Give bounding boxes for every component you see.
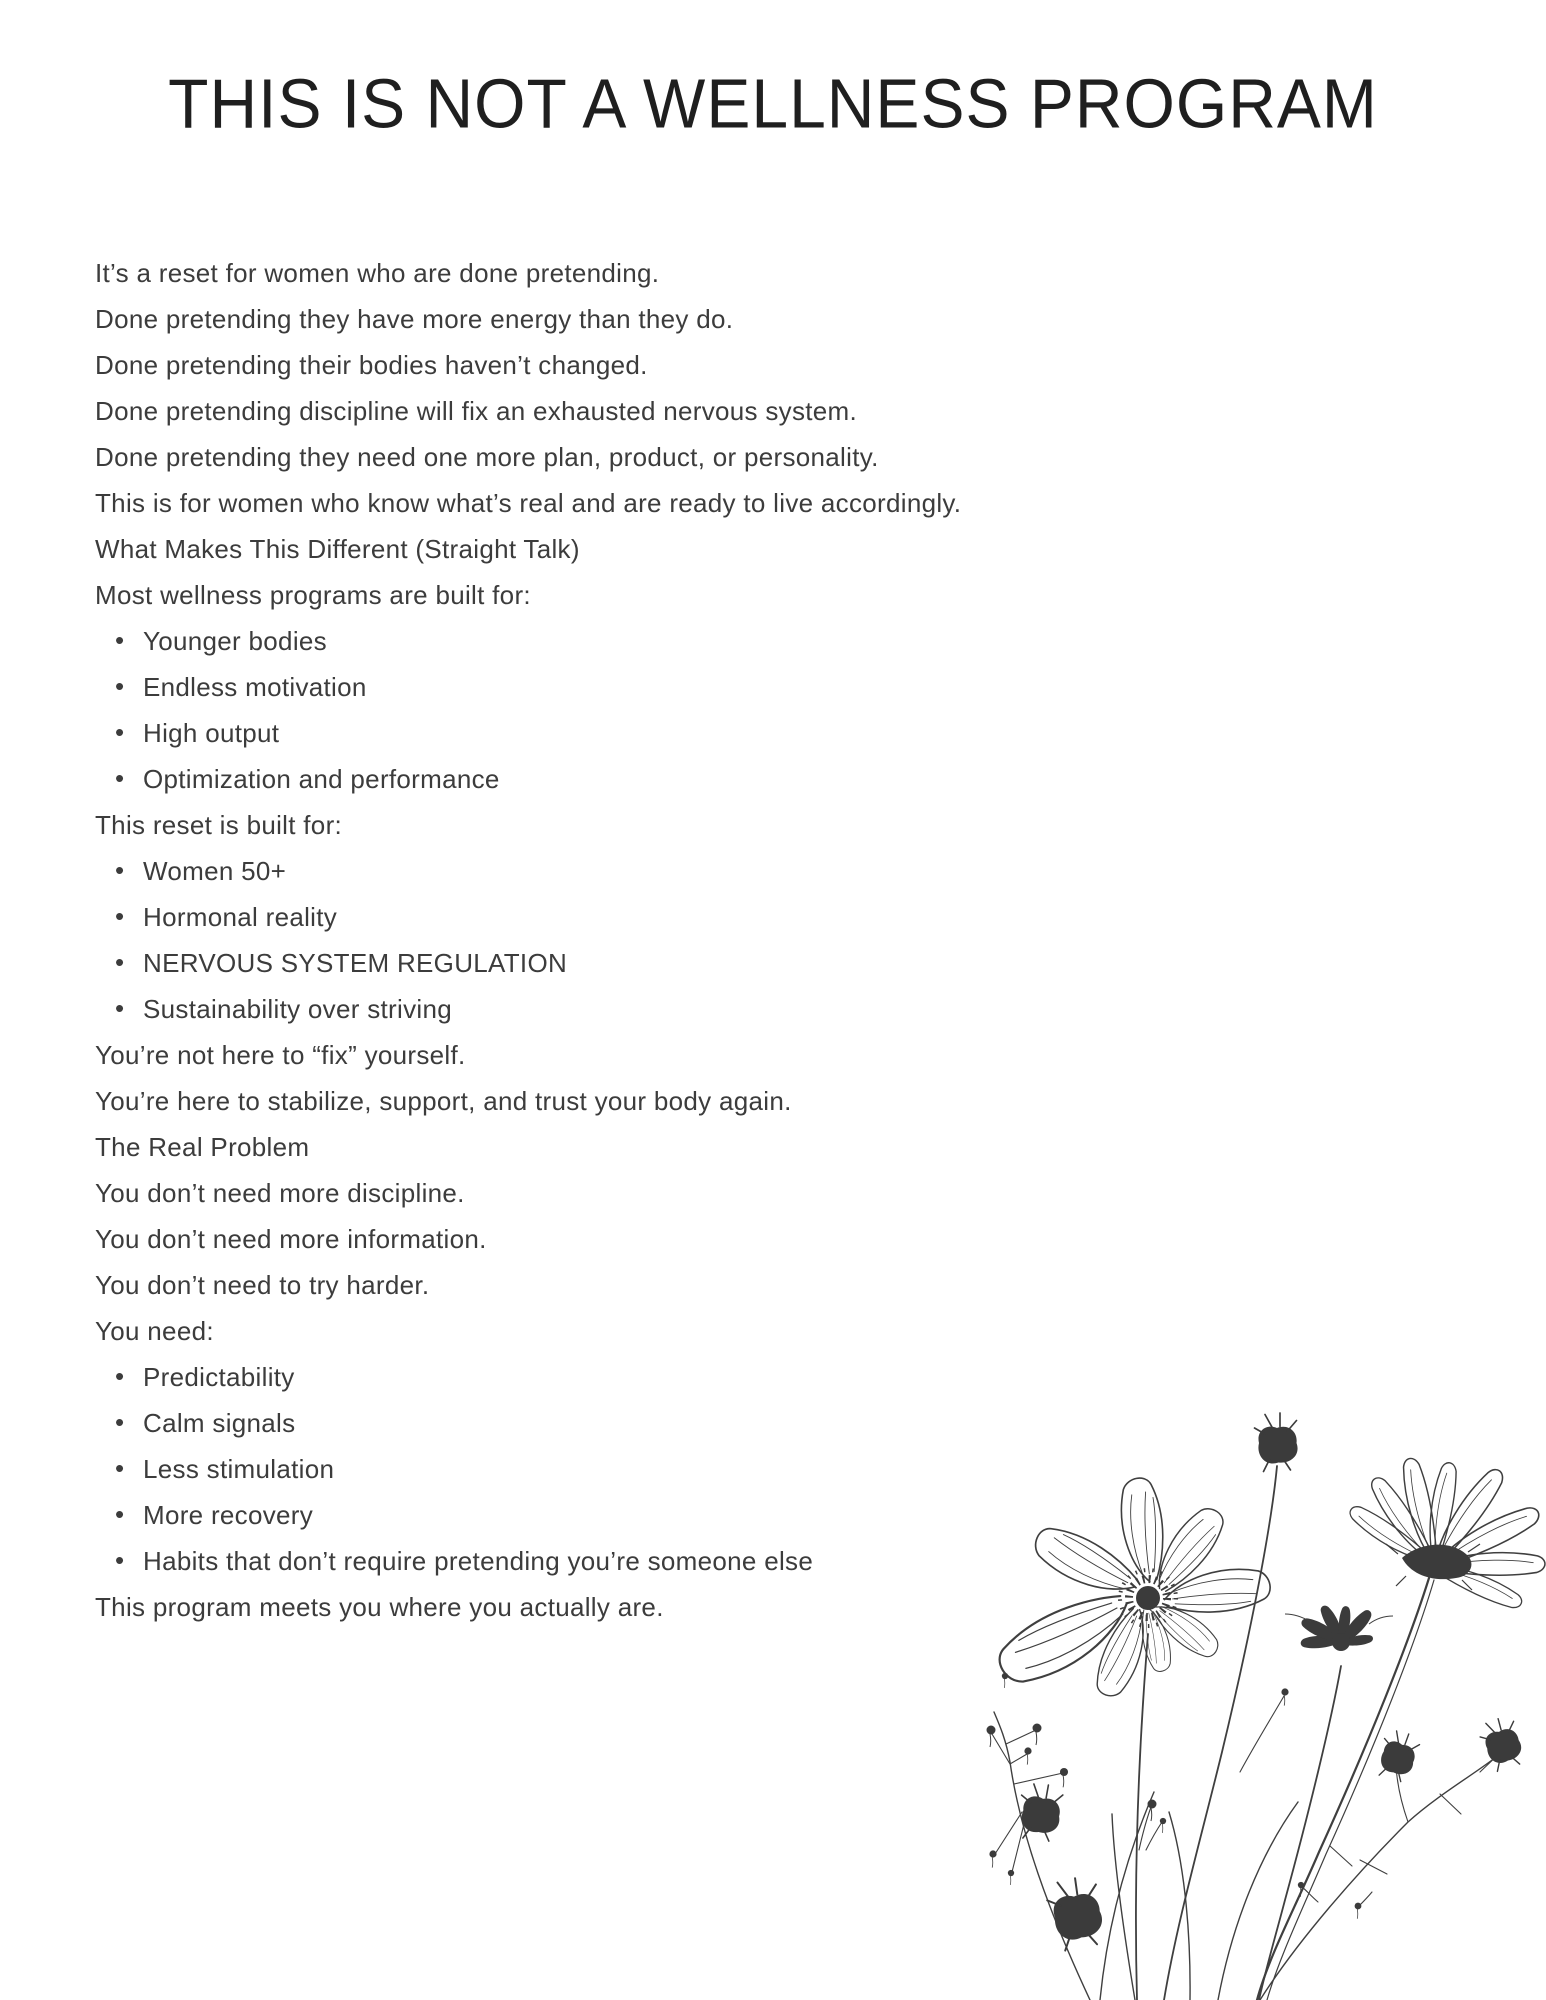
side-cosmos-flower bbox=[1345, 1456, 1545, 1611]
page-title: THIS IS NOT A WELLNESS PROGRAM bbox=[168, 63, 1378, 143]
intro-line: Done pretending they need one more plan, product, or personality. bbox=[95, 442, 879, 472]
cosmos-flowers-illustration bbox=[940, 1380, 1546, 2000]
problem-line: You need: bbox=[95, 1316, 214, 1346]
flower-buds bbox=[987, 1413, 1526, 1952]
list-item: • Habits that don’t require pretending you’re someone else bbox=[95, 1538, 1365, 1584]
list-item: • Less stimulation bbox=[95, 1446, 1365, 1492]
section-heading-different: What Makes This Different (Straight Talk) bbox=[95, 534, 580, 564]
list-item: • High output bbox=[95, 710, 1365, 756]
intro-line: Done pretending discipline will fix an exhausted nervous system. bbox=[95, 396, 858, 426]
intro-line: This is for women who know what’s real and are ready to live accordingly. bbox=[95, 488, 962, 518]
list-item: • Endless motivation bbox=[95, 664, 1365, 710]
problem-line: You don’t need more discipline. bbox=[95, 1178, 465, 1208]
closing-line: This program meets you where you actually are. bbox=[95, 1592, 664, 1622]
intro-line: Done pretending their bodies haven’t changed. bbox=[95, 350, 648, 380]
reset-lead: This reset is built for: bbox=[95, 810, 343, 840]
list-item: • Hormonal reality bbox=[95, 894, 1365, 940]
list-item: • Sustainability over striving bbox=[95, 986, 1365, 1032]
intro-line: Done pretending they have more energy than they do. bbox=[95, 304, 734, 334]
built-for-lead: Most wellness programs are built for: bbox=[95, 580, 531, 610]
built-for-list bbox=[95, 618, 1365, 802]
list-item: • Predictability bbox=[95, 1354, 1365, 1400]
reset-list bbox=[95, 848, 1365, 1032]
list-item: • Optimization and performance bbox=[95, 756, 1365, 802]
list-item: • Younger bodies bbox=[95, 618, 1365, 664]
closing-line: You’re not here to “fix” yourself. bbox=[95, 1040, 466, 1070]
list-item: • NERVOUS SYSTEM REGULATION bbox=[95, 940, 1365, 986]
list-item: • More recovery bbox=[95, 1492, 1365, 1538]
intro-line: It’s a reset for women who are done pretending. bbox=[95, 258, 660, 288]
list-item: • Calm signals bbox=[95, 1400, 1365, 1446]
list-item: • Women 50+ bbox=[95, 848, 1365, 894]
section-heading-problem: The Real Problem bbox=[95, 1132, 310, 1162]
closing-line: You’re here to stabilize, support, and trust your body again. bbox=[95, 1086, 792, 1116]
front-cosmos-flower bbox=[990, 1477, 1272, 1702]
problem-line: You don’t need to try harder. bbox=[95, 1270, 430, 1300]
small-dark-flower bbox=[1285, 1603, 1393, 1651]
problem-line: You don’t need more information. bbox=[95, 1224, 487, 1254]
